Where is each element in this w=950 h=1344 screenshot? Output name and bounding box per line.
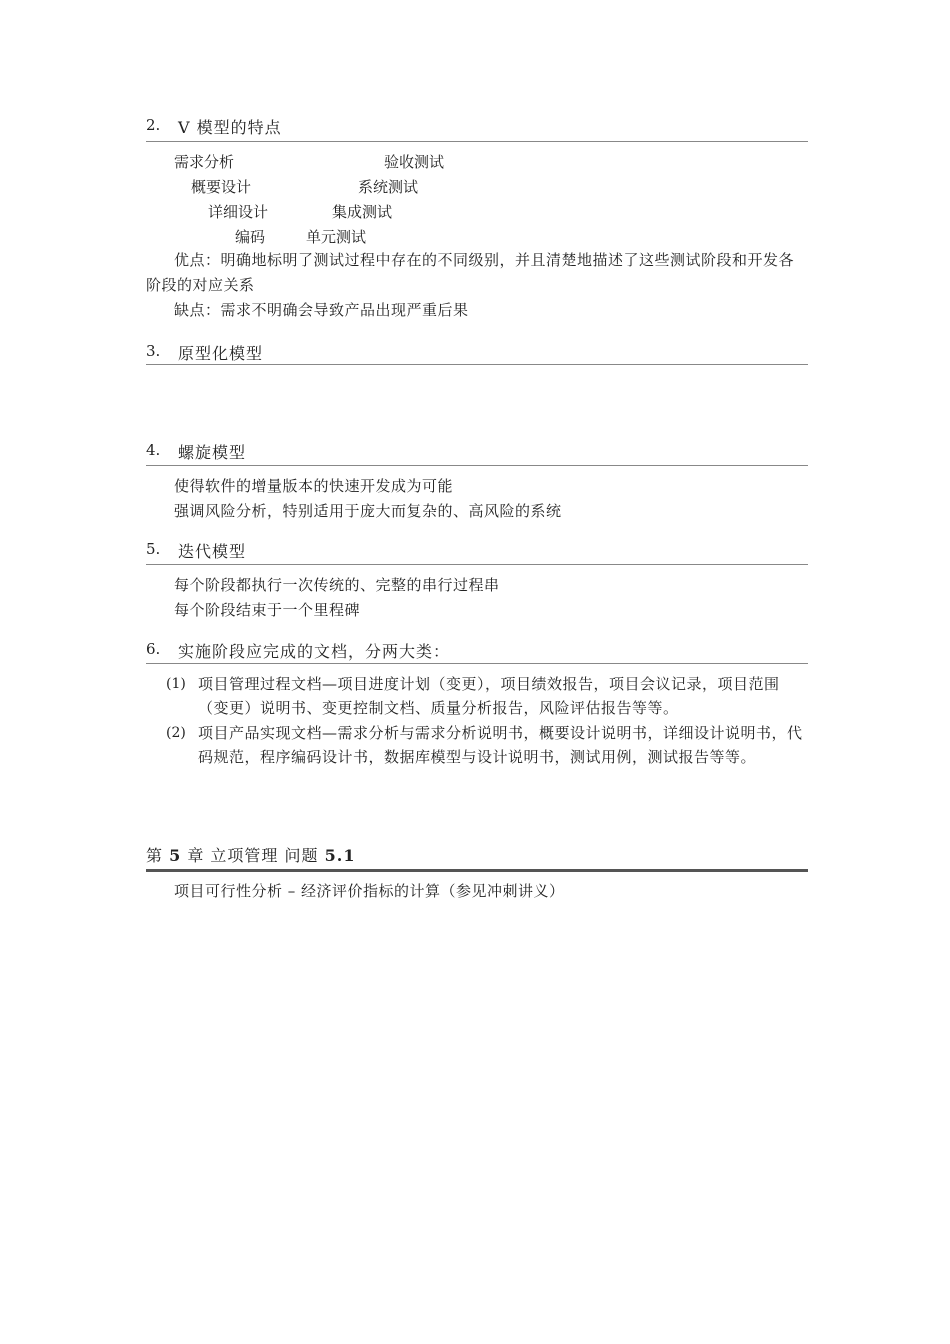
v-right-2: 系统测试 (358, 178, 419, 196)
section-5-line-1: 每个阶段都执行一次传统的、完整的串行过程串 (174, 576, 500, 594)
section-3-number: 3. (146, 342, 161, 360)
section-4-title: 螺旋模型 (178, 443, 247, 462)
doc-item-2-text: 项目产品实现文档—需求分析与需求分析说明书，概要设计说明书，详细设计说明书，代码规范，程序编码设计书，数据库模型与设计说明书，测试用例，测试报告等等。 (198, 724, 803, 766)
section-5-line-2: 每个阶段结束于一个里程碑 (174, 601, 361, 619)
section-5-rule (146, 564, 808, 565)
section-4-rule (146, 465, 808, 466)
doc-item-1-text: 项目管理过程文档—项目进度计划（变更），项目绩效报告，项目会议记录，项目范围（变更）说明书、变更控制文档、质量分析报告，风险评估报告等等。 (198, 675, 780, 717)
chapter-line: 项目可行性分析 – 经济评价指标的计算（参见冲刺讲义） (174, 882, 565, 900)
section-5-title: 迭代模型 (178, 542, 247, 561)
doc-item-2-label: (2) (166, 725, 186, 741)
section-5-number: 5. (146, 540, 161, 558)
chapter-title: 章 立项管理 问题 (187, 846, 319, 865)
chapter-prefix: 第 (146, 846, 164, 865)
section-3-rule (146, 364, 808, 365)
chapter-problem: 5.1 (324, 846, 356, 865)
section-6-rule (146, 663, 808, 664)
doc-item-1-label: (1) (166, 676, 186, 692)
chapter-rule (146, 869, 808, 872)
v-left-3: 详细设计 (208, 203, 269, 221)
section-2-number: 2. (146, 116, 161, 134)
section-6-title: 实施阶段应完成的文档，分两大类： (178, 642, 451, 661)
chapter-heading (146, 843, 355, 866)
v-left-4: 编码 (235, 228, 266, 246)
v-right-1: 验收测试 (384, 153, 445, 171)
v-left-1: 需求分析 (174, 153, 235, 171)
section-2-rule (146, 141, 808, 142)
v-right-3: 集成测试 (332, 203, 393, 221)
section-3-title: 原型化模型 (178, 344, 264, 363)
chapter-number: 5 (169, 846, 182, 865)
v-left-2: 概要设计 (191, 178, 252, 196)
section-4-number: 4. (146, 441, 161, 459)
v-right-4: 单元测试 (306, 228, 367, 246)
advantage-text: 优点：明确地标明了测试过程中存在的不同级别，并且清楚地描述了这些测试阶段和开发各阶段的对应关系 (146, 251, 795, 294)
section-4-line-1: 使得软件的增量版本的快速开发成为可能 (174, 477, 454, 495)
section-4-line-2: 强调风险分析，特别适用于庞大而复杂的、高风险的系统 (174, 502, 562, 520)
section-2-title: V 模型的特点 (178, 118, 282, 137)
disadvantage-text: 缺点：需求不明确会导致产品出现严重后果 (174, 301, 469, 319)
section-6-number: 6. (146, 640, 161, 658)
